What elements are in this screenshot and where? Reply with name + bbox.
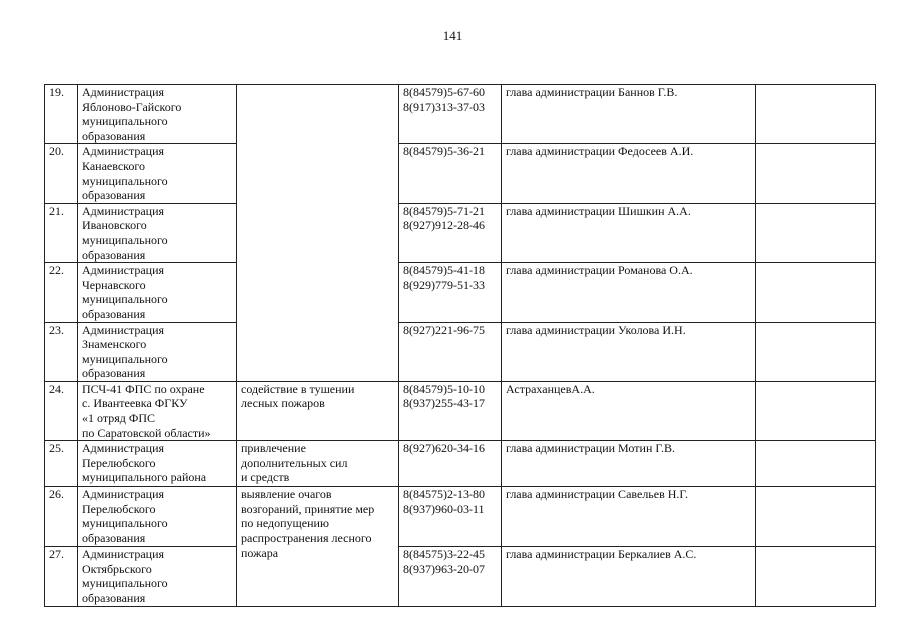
row-number: 26. bbox=[45, 487, 78, 547]
head-cell: АстраханцевА.А. bbox=[502, 381, 756, 440]
phones-cell: 8(84579)5-36-21 bbox=[399, 144, 502, 203]
table-row bbox=[45, 322, 876, 381]
organization-cell: ПСЧ-41 ФПС по охране с. Ивантеевка ФГКУ «1 отряд ФПС по Саратовской области» bbox=[78, 381, 237, 440]
phones-cell: 8(84579)5-41-18 8(929)779-51-33 bbox=[399, 263, 502, 322]
extra-cell bbox=[756, 322, 876, 381]
table-row bbox=[45, 203, 876, 262]
phones-cell: 8(84579)5-71-21 8(927)912-28-46 bbox=[399, 203, 502, 262]
row-number: 21. bbox=[45, 203, 78, 262]
phones-cell: 8(84575)3-22-45 8(937)963-20-07 bbox=[399, 547, 502, 606]
row-number: 24. bbox=[45, 381, 78, 440]
activity-cell: содействие в тушении лесных пожаров bbox=[237, 381, 399, 440]
head-cell: глава администрации Баннов Г.В. bbox=[502, 85, 756, 144]
organization-cell: Администрация Перелюбского муниципального района bbox=[78, 441, 237, 487]
row-number: 27. bbox=[45, 547, 78, 606]
table-row bbox=[45, 441, 876, 487]
row-number: 19. bbox=[45, 85, 78, 144]
organization-cell: Администрация Знаменского муниципального образования bbox=[78, 322, 237, 381]
table-row bbox=[45, 381, 876, 440]
row-number: 25. bbox=[45, 441, 78, 487]
activity-cell bbox=[237, 85, 399, 382]
organization-cell: Администрация Октябрьского муниципального образования bbox=[78, 547, 237, 606]
extra-cell bbox=[756, 381, 876, 440]
table-row bbox=[45, 263, 876, 322]
extra-cell bbox=[756, 203, 876, 262]
organization-cell: Администрация Чернавского муниципального образования bbox=[78, 263, 237, 322]
contacts-table bbox=[44, 84, 876, 607]
row-number: 23. bbox=[45, 322, 78, 381]
row-number: 20. bbox=[45, 144, 78, 203]
phones-cell: 8(84579)5-67-60 8(917)313-37-03 bbox=[399, 85, 502, 144]
table-row bbox=[45, 85, 876, 144]
extra-cell bbox=[756, 547, 876, 606]
head-cell: глава администрации Савельев Н.Г. bbox=[502, 487, 756, 547]
phones-cell: 8(84579)5-10-10 8(937)255-43-17 bbox=[399, 381, 502, 440]
row-number: 22. bbox=[45, 263, 78, 322]
head-cell: глава администрации Беркалиев А.С. bbox=[502, 547, 756, 606]
activity-cell: выявление очагов возгораний, принятие мер по недопущению распространения лесного пожара bbox=[237, 487, 399, 606]
head-cell: глава администрации Федосеев А.И. bbox=[502, 144, 756, 203]
extra-cell bbox=[756, 487, 876, 547]
head-cell: глава администрации Шишкин А.А. bbox=[502, 203, 756, 262]
head-cell: глава администрации Романова О.А. bbox=[502, 263, 756, 322]
head-cell: глава администрации Уколова И.Н. bbox=[502, 322, 756, 381]
extra-cell bbox=[756, 144, 876, 203]
page-number: 141 bbox=[442, 28, 463, 43]
phones-cell: 8(927)221-96-75 bbox=[399, 322, 502, 381]
phones-cell: 8(927)620-34-16 bbox=[399, 441, 502, 487]
table-row bbox=[45, 487, 876, 547]
organization-cell: Администрация Яблоново-Гайского муниципального образования bbox=[78, 85, 237, 144]
activity-cell: привлечение дополнительных сил и средств bbox=[237, 441, 399, 487]
head-cell: глава администрации Мотин Г.В. bbox=[502, 441, 756, 487]
organization-cell: Администрация Ивановского муниципального образования bbox=[78, 203, 237, 262]
table-row bbox=[45, 547, 876, 606]
extra-cell bbox=[756, 85, 876, 144]
organization-cell: Администрация Канаевского муниципального образования bbox=[78, 144, 237, 203]
extra-cell bbox=[756, 263, 876, 322]
organization-cell: Администрация Перелюбского муниципального образования bbox=[78, 487, 237, 547]
extra-cell bbox=[756, 441, 876, 487]
phones-cell: 8(84575)2-13-80 8(937)960-03-11 bbox=[399, 487, 502, 547]
table-row bbox=[45, 144, 876, 203]
